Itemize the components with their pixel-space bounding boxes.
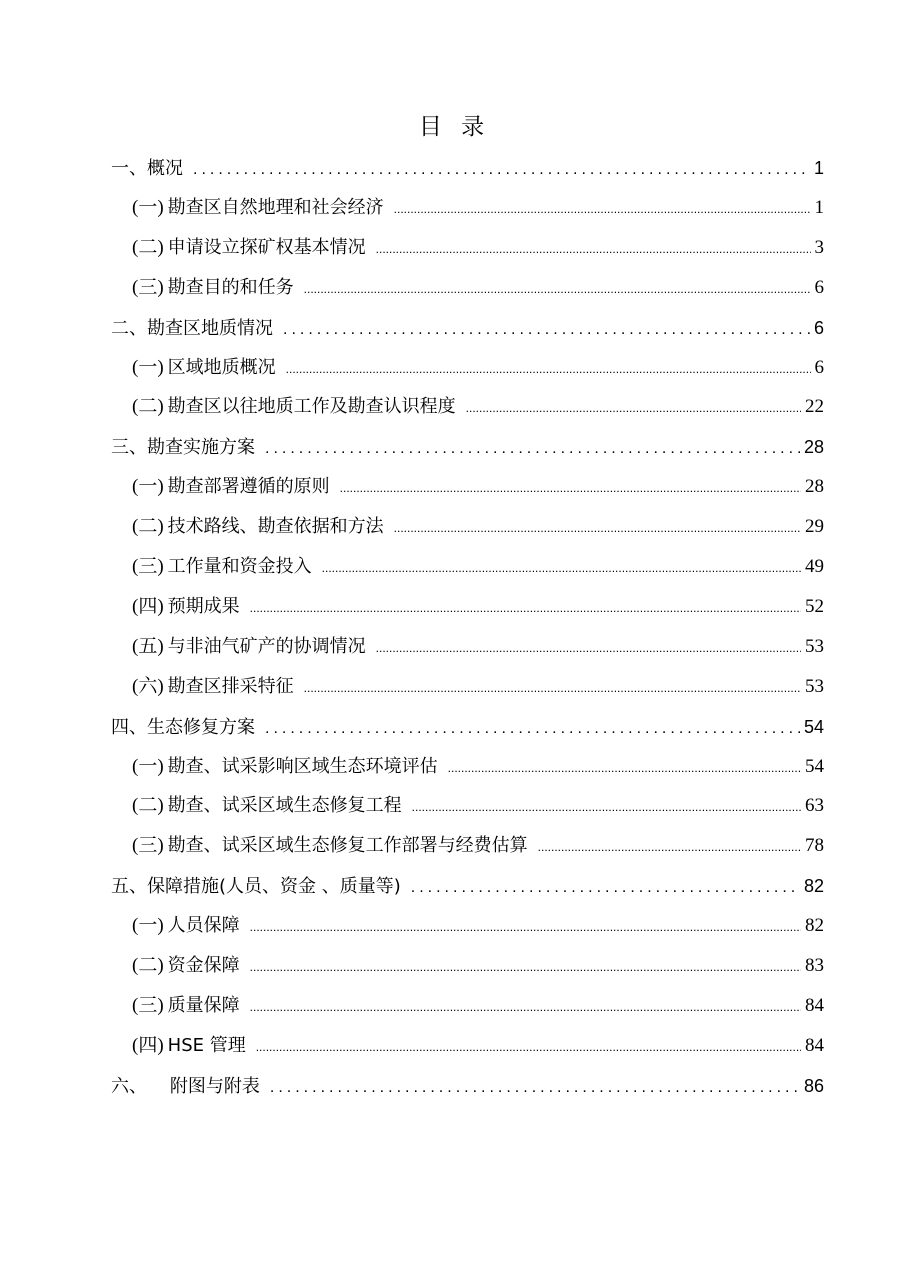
toc-entry-number: (二) (132, 795, 164, 817)
toc-dot-leader (256, 1033, 801, 1061)
toc-entry-label: 与非油气矿产的协调情况 (167, 635, 366, 657)
toc-dot-leader (412, 793, 801, 821)
toc-entry-label: HSE 管理 (167, 1034, 246, 1056)
toc-entry-page: 22 (805, 396, 824, 418)
toc-entry-label: 质量保障 (167, 994, 240, 1016)
toc-entry-label: 三、勘查实施方案 (111, 437, 255, 459)
toc-entry-number: (三) (132, 276, 164, 298)
toc-entry[interactable] (132, 234, 824, 262)
toc-entry-page: 28 (805, 476, 824, 498)
toc-dot-leader (193, 156, 810, 184)
toc-dot-leader (411, 874, 800, 902)
toc-entry[interactable] (132, 1032, 824, 1060)
toc-entry-page: 52 (805, 595, 824, 617)
toc-dot-leader (270, 1074, 800, 1102)
toc-entry-number: (一) (132, 915, 164, 937)
toc-entry-page: 82 (805, 915, 824, 937)
toc-entry[interactable] (132, 553, 824, 581)
toc-entry-page: 53 (805, 675, 824, 697)
toc-entry-label: 勘查区自然地理和社会经济 (167, 196, 384, 218)
toc-entry-page: 29 (805, 516, 824, 538)
toc-entry[interactable] (111, 713, 824, 741)
toc-entry-number: (二) (132, 396, 164, 418)
toc-entry-label: 资金保障 (167, 955, 240, 976)
toc-entry[interactable] (132, 354, 824, 382)
toc-entry-page: 83 (805, 955, 824, 976)
toc-entry-number: (五) (132, 635, 164, 657)
toc-dot-leader (376, 634, 801, 662)
toc-entry[interactable] (132, 593, 824, 621)
toc-dot-leader (394, 195, 811, 223)
toc-entry-page: 49 (805, 556, 824, 577)
toc-entry-label: 技术路线、勘查依据和方法 (167, 516, 384, 538)
toc-entry-label: 六、 附图与附表 (111, 1075, 260, 1097)
toc-entry-label: 五、保障措施(人员、资金 、质量等) (111, 876, 401, 898)
toc-entry-label: 勘查部署遵循的原则 (167, 476, 330, 498)
toc-entry[interactable] (132, 753, 824, 781)
toc-entry-label: 预期成果 (167, 595, 240, 617)
toc-entry[interactable] (132, 274, 824, 302)
toc-entry-page: 53 (805, 635, 824, 657)
toc-title: 目 录 (418, 114, 491, 140)
toc-entry[interactable] (111, 433, 824, 461)
toc-entry-number: (二) (132, 236, 164, 258)
toc-entry-number: (一) (132, 196, 164, 218)
toc-dot-leader (283, 316, 810, 344)
toc-entry[interactable] (132, 473, 824, 501)
toc-entry-number: (四) (132, 1034, 164, 1056)
toc-entry-label: 勘查、试采区域生态修复工程 (167, 795, 402, 817)
toc-entry-label: 勘查、试采区域生态修复工作部署与经费估算 (167, 835, 528, 857)
toc-entry-label: 二、勘查区地质情况 (111, 317, 273, 339)
toc-entry[interactable] (132, 673, 824, 701)
toc-dot-leader (250, 993, 801, 1021)
toc-entry-page: 3 (814, 236, 824, 258)
toc-entry[interactable] (132, 194, 824, 222)
toc-entry-page: 84 (805, 994, 824, 1016)
toc-dot-leader (466, 394, 801, 422)
toc-dot-leader (286, 355, 811, 383)
toc-entry-page: 78 (805, 835, 824, 857)
toc-entry-number: (二) (132, 955, 164, 976)
toc-entry-label: 一、概况 (111, 158, 183, 179)
toc-entry-label: 勘查区以往地质工作及勘查认识程度 (167, 396, 456, 418)
toc-entry-page: 6 (814, 276, 824, 298)
toc-entry[interactable] (132, 633, 824, 661)
toc-entry[interactable] (111, 154, 824, 182)
toc-dot-leader (340, 474, 801, 502)
toc-entry-page: 86 (803, 1075, 824, 1096)
toc-dot-leader (265, 435, 800, 463)
toc-entry[interactable] (132, 912, 824, 940)
toc-dot-leader (322, 554, 801, 582)
toc-entry[interactable] (132, 513, 824, 541)
toc-entry-number: (二) (132, 516, 164, 538)
toc-entry-label: 申请设立探矿权基本情况 (167, 236, 366, 258)
toc-entry-label: 勘查、试采影响区域生态环境评估 (167, 755, 438, 777)
toc-entry[interactable] (111, 872, 824, 900)
toc-entry-page: 6 (814, 356, 824, 378)
toc-entry-page: 54 (805, 755, 824, 777)
toc-dot-leader (250, 594, 801, 622)
toc-entry-number: (三) (132, 556, 164, 577)
toc-entry-page: 6 (813, 317, 824, 338)
toc-entry-label: 工作量和资金投入 (167, 556, 312, 577)
toc-entry[interactable] (132, 952, 824, 980)
toc-entry-label: 人员保障 (167, 915, 240, 937)
toc-entry-page: 82 (803, 876, 824, 897)
toc-entry[interactable] (132, 393, 824, 421)
toc-dot-leader (304, 674, 801, 702)
toc-entry[interactable] (132, 992, 824, 1020)
toc-entry-page: 63 (805, 795, 824, 817)
toc-entry-label: 勘查目的和任务 (167, 276, 294, 298)
toc-entry-number: (六) (132, 675, 164, 697)
toc-dot-leader (250, 953, 801, 981)
toc-entry-number: (一) (132, 755, 164, 777)
toc-entry[interactable] (111, 314, 824, 342)
toc-dot-leader (304, 275, 811, 303)
toc-dot-leader (538, 833, 801, 861)
toc-dot-leader (394, 514, 801, 542)
toc-dot-leader (250, 913, 801, 941)
toc-entry-page: 84 (805, 1034, 824, 1056)
toc-dot-leader (265, 715, 800, 743)
toc-entry-label: 区域地质概况 (167, 356, 276, 378)
toc-entry-number: (一) (132, 476, 164, 498)
toc-entry[interactable] (132, 832, 824, 860)
toc-dot-leader (376, 235, 811, 263)
toc-entry[interactable] (111, 1072, 824, 1100)
toc-dot-leader (448, 754, 801, 782)
toc-entry-number: (四) (132, 595, 164, 617)
toc-entry-page: 1 (814, 196, 824, 218)
toc-entry-number: (三) (132, 835, 164, 857)
toc-entry[interactable] (132, 792, 824, 820)
toc-entry-number: (一) (132, 356, 164, 378)
toc-entry-page: 54 (803, 716, 824, 737)
toc-entry-label: 四、生态修复方案 (111, 716, 255, 738)
toc-entry-page: 1 (813, 158, 824, 178)
toc-entry-label: 勘查区排采特征 (167, 675, 294, 697)
toc-entry-number: (三) (132, 994, 164, 1016)
toc-entry-page: 28 (803, 437, 824, 458)
